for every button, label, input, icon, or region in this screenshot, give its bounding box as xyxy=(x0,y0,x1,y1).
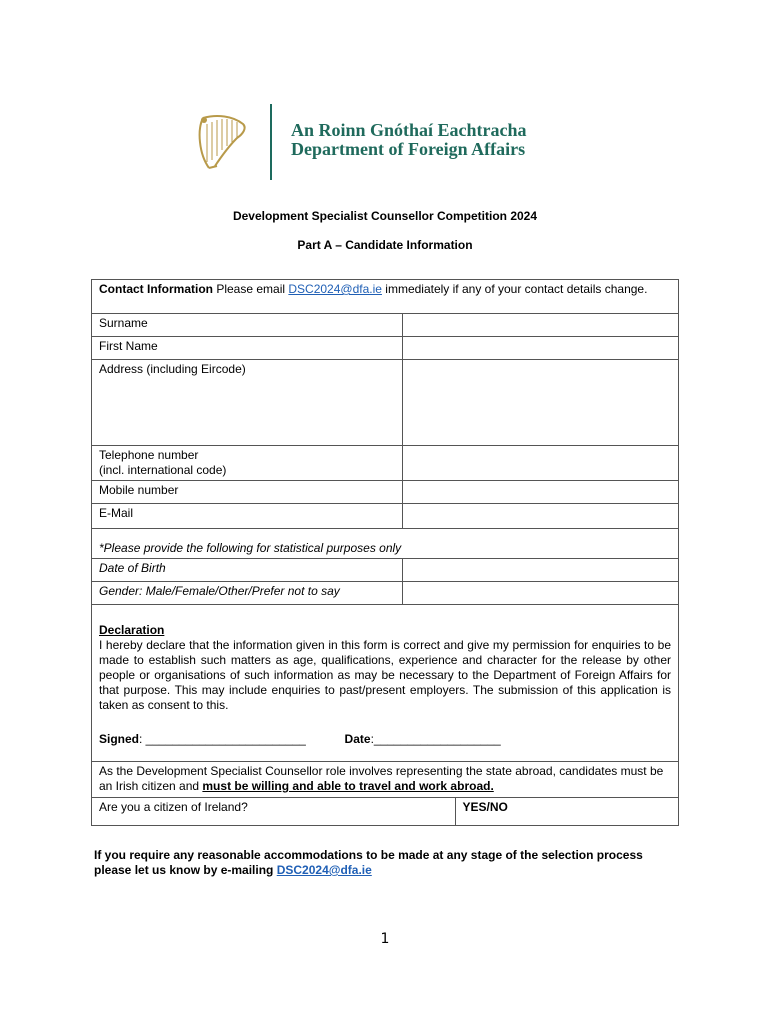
declaration-row xyxy=(92,605,679,762)
mobile-row xyxy=(92,481,679,504)
contact-info-row xyxy=(92,280,679,314)
contact-heading: Contact Information xyxy=(99,282,213,296)
date-label: Date xyxy=(344,732,371,746)
email-row xyxy=(92,504,679,529)
surname-field[interactable] xyxy=(403,314,679,337)
citizenship-answer[interactable]: YES/NO xyxy=(462,800,508,814)
gender-field[interactable] xyxy=(403,582,679,605)
page-number: 1 xyxy=(380,931,390,947)
citizenship-emphasis: must be willing and able to travel and work abroad. xyxy=(202,779,494,793)
address-row xyxy=(92,360,679,446)
surname-label: Surname xyxy=(92,314,403,337)
citizenship-text: As the Development Specialist Counsellor role involves representing the state abroad, candidates must be an Irish citizen and xyxy=(99,764,664,793)
candidate-form xyxy=(91,279,679,826)
first-name-field[interactable] xyxy=(403,337,679,360)
document-title: Development Specialist Counsellor Competition 2024 xyxy=(232,209,538,223)
dob-row xyxy=(92,559,679,582)
department-name-english: Department of Foreign Affairs xyxy=(291,139,526,159)
citizenship-note-row xyxy=(92,762,679,798)
date-line[interactable]: :___________________ xyxy=(370,732,501,746)
mobile-field[interactable] xyxy=(403,481,679,504)
address-label: Address (including Eircode) xyxy=(92,360,403,446)
harp-icon xyxy=(193,110,253,174)
contact-text-before: Please email xyxy=(213,282,289,296)
accommodations-note xyxy=(94,848,674,878)
telephone-row xyxy=(92,446,679,481)
dob-label: Date of Birth xyxy=(92,559,403,582)
declaration-body: I hereby declare that the information given in this form is correct and give my permission for enquiries to be made to establish such matters as age, qualifications, experience and character for the release by other people or organisations of such information as may be necessary to the Department of Foreign Affairs for that purpose. This may include enquiries to past/present employers. The submission of this application is taken as consent to this. xyxy=(99,638,671,712)
footer-text: If you require any reasonable accommodations to be made at any stage of the selection process please let us know by e-mailing xyxy=(94,848,643,877)
gender-label: Gender: Male/Female/Other/Prefer not to say xyxy=(92,582,403,605)
header-divider xyxy=(270,104,272,180)
citizenship-question-row xyxy=(92,798,679,826)
footer-email-link[interactable]: DSC2024@dfa.ie xyxy=(276,863,372,877)
mobile-label: Mobile number xyxy=(92,481,403,504)
signed-label: Signed xyxy=(99,732,140,746)
first-name-label: First Name xyxy=(92,337,403,360)
address-field[interactable] xyxy=(403,360,679,446)
letterhead xyxy=(193,100,593,182)
telephone-sublabel: (incl. international code) xyxy=(99,463,227,477)
department-name-irish: An Roinn Gnóthaí Eachtracha xyxy=(291,120,527,140)
declaration-heading: Declaration xyxy=(99,623,165,637)
surname-row xyxy=(92,314,679,337)
statistical-note: *Please provide the following for statistical purposes only xyxy=(92,529,679,559)
telephone-label: Telephone number xyxy=(99,448,199,462)
contact-email-link[interactable]: DSC2024@dfa.ie xyxy=(288,282,382,296)
signature-line[interactable]: : ________________________ xyxy=(139,732,306,746)
email-label: E-Mail xyxy=(92,504,403,529)
citizenship-question: Are you a citizen of Ireland? xyxy=(92,798,455,825)
telephone-field[interactable] xyxy=(403,446,679,481)
first-name-row xyxy=(92,337,679,360)
contact-text-after: immediately if any of your contact details change. xyxy=(381,282,648,296)
dob-field[interactable] xyxy=(403,559,679,582)
gender-row xyxy=(92,582,679,605)
statistical-note-row xyxy=(92,529,679,559)
email-field[interactable] xyxy=(403,504,679,529)
document-subtitle: Part A – Candidate Information xyxy=(297,238,473,252)
